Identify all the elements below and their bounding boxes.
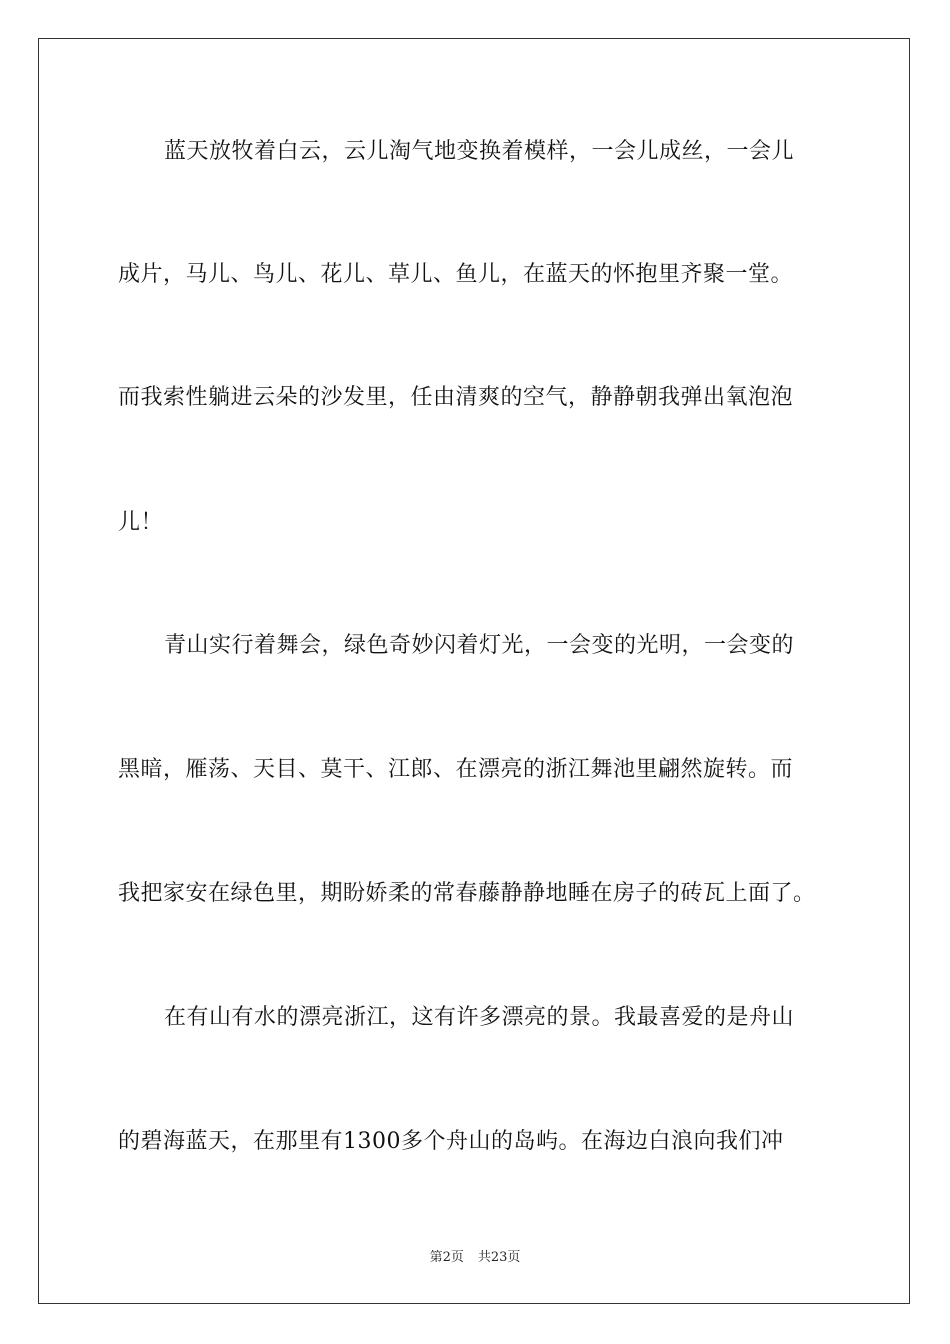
page-footer xyxy=(0,1246,950,1265)
text-line-3: 而我索性躺进云朵的沙发里，任由清爽的空气，静静朝我弹出氧泡泡 xyxy=(118,385,794,410)
text-line-9: 的碧海蓝天，在那里有1300多个舟山的岛屿。在海边白浪向我们冲 xyxy=(118,1129,784,1154)
page-number: 第2页 xyxy=(429,1250,464,1265)
text-line-4: 儿！ xyxy=(118,510,164,535)
text-line-1: 蓝天放牧着白云，云儿淘气地变换着模样，一会儿成丝，一会儿 xyxy=(164,139,795,164)
text-line-5: 青山实行着舞会，绿色奇妙闪着灯光，一会变的光明，一会变的 xyxy=(164,633,795,658)
page-border xyxy=(38,38,910,1304)
text-line-7: 我把家安在绿色里，期盼娇柔的常春藤静静地睡在房子的砖瓦上面了。 xyxy=(118,881,816,906)
text-line-8: 在有山有水的漂亮浙江，这有许多漂亮的景。我最喜爱的是舟山 xyxy=(164,1005,795,1030)
page-total: 共23页 xyxy=(477,1250,521,1265)
text-line-2: 成片，马儿、鸟儿、花儿、草儿、鱼儿，在蓝天的怀抱里齐聚一堂。 xyxy=(118,262,794,287)
text-line-6: 黑暗，雁荡、天目、莫干、江郎、在漂亮的浙江舞池里翩然旋转。而 xyxy=(118,757,794,782)
